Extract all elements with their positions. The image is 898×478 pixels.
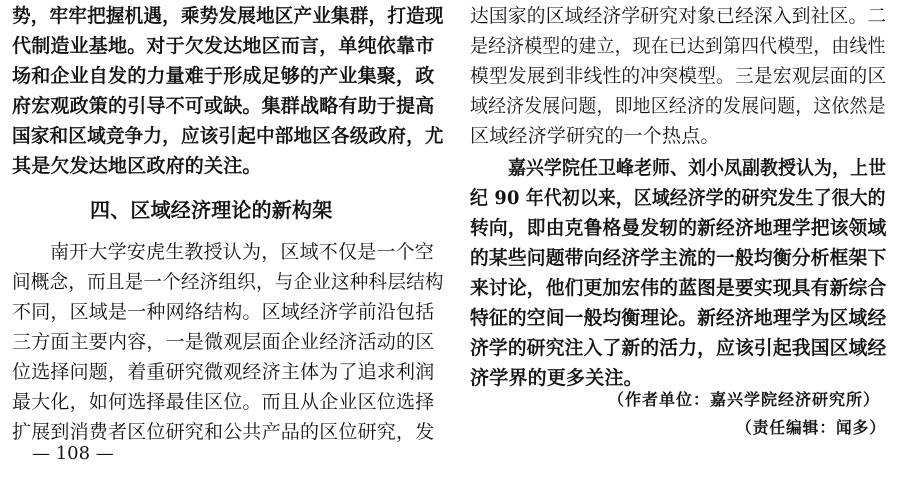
right-para2-line-1: 嘉兴学院任卫峰老师、刘小凤副教授认为，上世 xyxy=(508,157,887,179)
right-para1-line-5: 区域经济学研究的一个热点。 xyxy=(470,125,720,147)
section-heading: 四、区域经济理论的新构架 xyxy=(90,198,333,222)
right-para1-line-2: 是经济模型的建立，现在已达到第四代模型，由线性 xyxy=(470,35,886,57)
right-para2-line-6: 特征的空间一般均衡理论。新经济地理学为区域经 xyxy=(470,307,887,329)
left-para1-line-2: 代制造业基地。对于欠发达地区而言，单纯依靠市 xyxy=(12,35,435,57)
left-para2-line-6: 最大化，如何选择最佳区位。而且从企业区位选择 xyxy=(12,391,435,413)
right-para2-line-3: 转向，即由克鲁格曼发轫的新经济地理学把该领域 xyxy=(470,217,887,239)
right-para2-line-7: 济学的研究注入了新的活力，应该引起我国区域经 xyxy=(470,337,887,359)
right-para2-line-2: 纪 90 年代初以来，区域经济学的研究发生了很大的 xyxy=(470,187,886,209)
left-para1-line-1: 势，牢牢把握机遇，乘势发展地区产业集群，打造现 xyxy=(12,5,444,27)
right-para1-line-4: 域经济发展问题，即地区经济的发展问题，这依然是 xyxy=(470,95,886,117)
right-para2-line-5: 来讨论，他们更加宏伟的蓝图是要实现具有新综合 xyxy=(470,277,887,299)
left-para1-line-5: 国家和区域竞争力，应该引起中部地区各级政府，尤 xyxy=(12,125,444,147)
left-para1-line-4: 府宏观政策的引导不可或缺。集群战略有助于提高 xyxy=(12,95,435,117)
left-para2-line-7: 扩展到消费者区位研究和公共产品的区位研究，发 xyxy=(12,421,435,443)
left-para2-line-2: 间概念，而且是一个经济组织，与企业这种科层结构 xyxy=(12,271,444,293)
right-para1-line-1: 达国家的区域经济学研究对象已经深入到社区。二 xyxy=(470,5,887,27)
right-para2-line-8: 济学界的更多关注。 xyxy=(470,367,643,389)
left-para1-line-3: 场和企业自发的力量难于形成足够的产业集聚，政 xyxy=(12,65,435,87)
right-para2-line-4: 的某些问题带向经济学主流的一般均衡分析框架下 xyxy=(470,247,887,269)
left-para2-line-1: 南开大学安虎生教授认为，区域不仅是一个空 xyxy=(50,241,435,263)
left-para2-line-3: 不同，区域是一种网络结构。区域经济学前沿包括 xyxy=(12,301,435,323)
left-para2-line-4: 三方面主要内容，一是微观层面企业经济活动的区 xyxy=(12,331,435,353)
right-para1-line-3: 模型发展到非线性的冲突模型。三是宏观层面的区 xyxy=(470,65,887,87)
author-affiliation: （作者单位：嘉兴学院经济研究所） xyxy=(608,390,881,409)
page-number: — 108 — xyxy=(32,443,114,464)
left-para1-line-6: 其是欠发达地区政府的关注。 xyxy=(12,155,262,177)
responsible-editor: （责任编辑：闻多） xyxy=(736,418,887,437)
left-para2-line-5: 位选择问题，着重研究微观经济主体为了追求利润 xyxy=(12,361,435,383)
